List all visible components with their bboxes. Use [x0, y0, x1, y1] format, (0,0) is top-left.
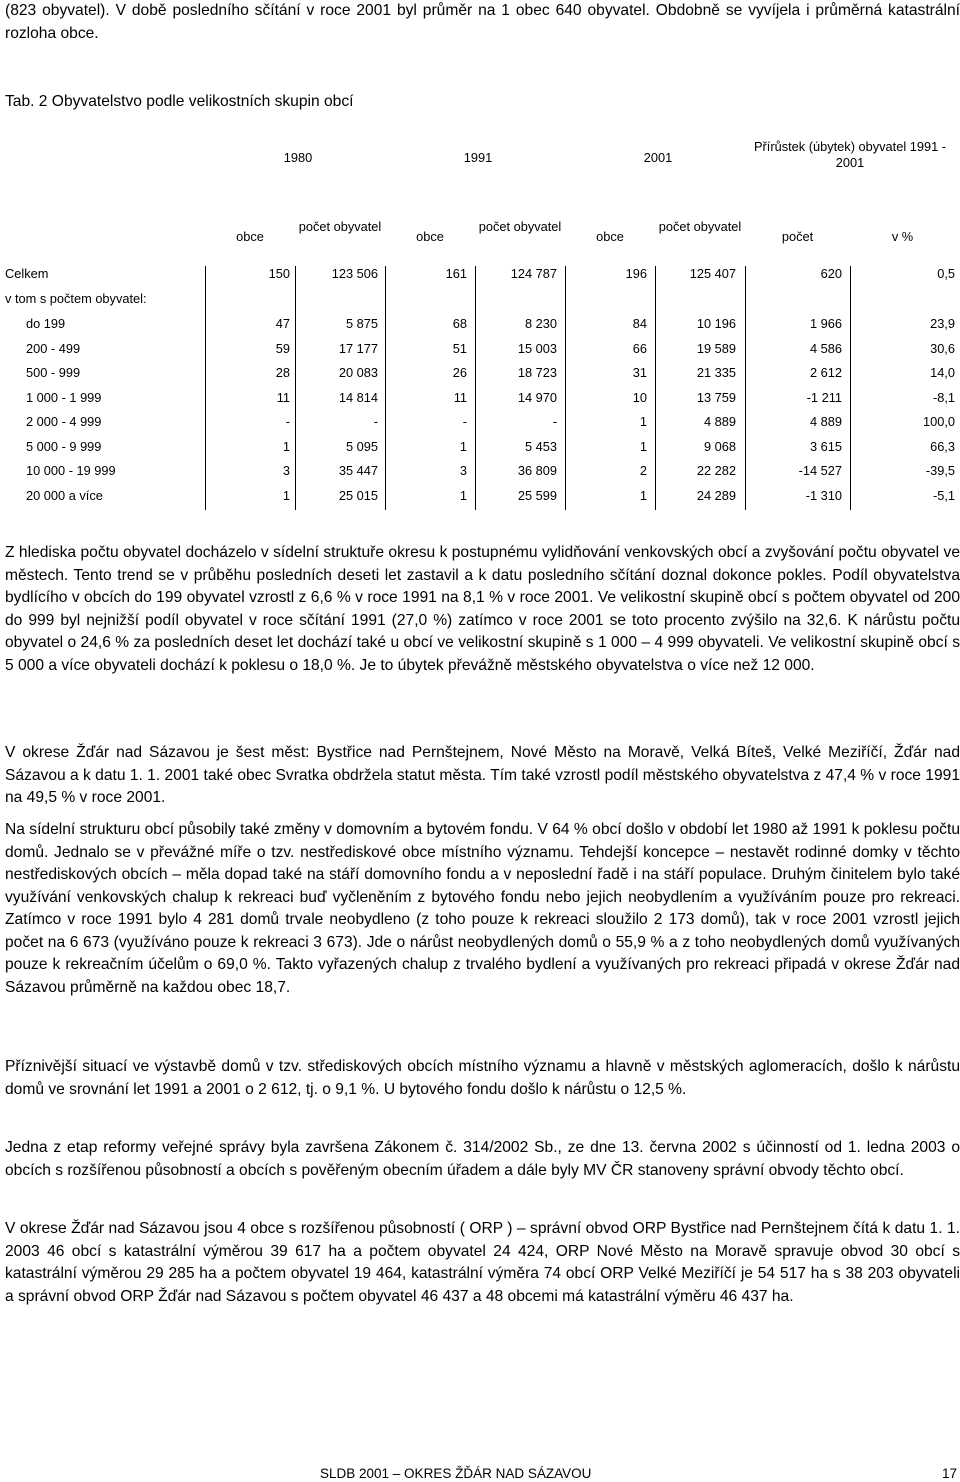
table-column-rule	[745, 266, 746, 510]
row-label: do 199	[26, 316, 66, 331]
intro-paragraph: (823 obyvatel). V době posledního sčítání v roce 2001 byl průměr na 1 obec 640 obyvatel. Obdobně se vyvíjela i průměrná katastrální rozloha obce.	[5, 2, 960, 42]
table-cell: -5,1	[932, 487, 955, 503]
table-cell: -1 211	[806, 389, 842, 405]
paragraph-towns: V okrese Žďár nad Sázavou je šest měst: Bystřice nad Pernštejnem, Nové Město na Moravě, Velká Bíteš, Velké Meziříčí, Žďár nad Sázavou a k datu 1. 1. 2001 také obec Svratka obdržela statut města. Tím také vzrostl podíl městského obyvatelstva z 47,4 % v roce 1991 na 49,5 % v roce 2001.	[5, 744, 960, 806]
year-header: 1980	[283, 150, 313, 165]
table-cell: 8 230	[524, 316, 557, 331]
table-cell: 31	[632, 365, 647, 380]
table-cell: 21 335	[696, 365, 736, 380]
table-cell: 150	[268, 266, 290, 281]
table-cell: 1	[282, 438, 290, 454]
table-cell: 4 889	[703, 414, 736, 429]
table-cell: 11	[276, 389, 290, 405]
table-cell: 84	[632, 316, 647, 331]
table-cell: 3	[282, 463, 290, 478]
table-cell: 14 814	[338, 389, 378, 405]
table-caption: Tab. 2 Obyvatelstvo podle velikostních skupin obcí	[5, 93, 354, 110]
paragraph-reform: Jedna z etap reformy veřejné správy byla završena Zákonem č. 314/2002 Sb., ze dne 13. června 2002 s účinností od 1. ledna 2003 o obcích s rozšířenou působností a obcích s pověřeným obecním úřadem a dále byly MV ČR stanoveny správní obvody těchto obcí.	[5, 1139, 960, 1179]
table-cell: 19 589	[696, 340, 736, 356]
footer-page-number: 17	[942, 1466, 958, 1481]
table-cell: 26	[452, 365, 467, 380]
table-column-rule	[385, 266, 386, 510]
table-cell: 1 966	[809, 316, 842, 331]
col-header-obce: obce	[416, 229, 444, 244]
row-label: 500 - 999	[26, 365, 81, 380]
table-cell: 620	[820, 266, 842, 281]
table-cell: 14,0	[930, 365, 955, 380]
table-cell: 125 407	[689, 266, 736, 281]
table-cell: 124 787	[510, 266, 557, 281]
row-label: 200 - 499	[26, 340, 81, 356]
table-cell: -	[373, 414, 378, 429]
paragraph-settlement-trend: Z hlediska počtu obyvatel docházelo v sídelní struktuře okresu k postupnému vylidňování venkovských obcí a zvyšování počtu obyvatel ve městech. Tento trend se v průběhu posledních deseti let zastavil a k datu posledního sčítání doznal dokonce pokles. Podíl obyvatelstva bydlícího v obcích do 199 obyvatel vzrostl z 6,6 % v roce 1991 na 8,1 % v roce 2001. Ve velikostní skupině obcí s počtem obyvatel od 200 do 999 byl nejnižší podíl obyvatel v roce sčítání 1991 (27,0 %) zatímco v roce 2001 se toto procento zvýšilo na 32,6. K nárůstu počtu obyvatel o 24,6 % za posledních deset let dochází také u obcí ve velikostní skupině s 1 000 – 4 999 obyvateli. Ve velikostní skupině obcí s 5 000 a více obyvateli dochází k poklesu o 18,0 %. Je to úbytek převážně městského obyvatelstva o více než 12 000.	[5, 544, 960, 674]
table-cell: 1	[282, 487, 290, 503]
year-header: 2001	[643, 150, 673, 165]
table-cell: 2	[639, 463, 647, 478]
table-cell: 25 015	[338, 487, 378, 503]
table-cell: -39,5	[925, 463, 955, 478]
table-cell: 3 615	[809, 438, 842, 454]
table-cell: 20 083	[338, 365, 378, 380]
table-cell: 11	[453, 389, 467, 405]
table-column-rule	[850, 266, 851, 510]
year-header: 1991	[463, 150, 493, 165]
table-cell: 66,3	[930, 438, 955, 454]
col-header-pocet-obyvatel: počet obyvatel	[478, 219, 562, 234]
table-column-rule	[205, 266, 206, 510]
table-cell: 0,5	[937, 266, 955, 281]
col-header-pocet-obyvatel: počet obyvatel	[658, 219, 742, 234]
table-cell: 9 068	[703, 438, 736, 454]
table-cell: 13 759	[696, 389, 736, 405]
table-cell: -	[552, 414, 557, 429]
table-cell: 1	[639, 414, 647, 429]
table-cell: 28	[275, 365, 290, 380]
table-cell: 22 282	[696, 463, 736, 478]
table-cell: 1	[639, 487, 647, 503]
table-cell: 17 177	[338, 340, 378, 356]
row-label-total: Celkem	[5, 266, 49, 281]
table-cell: 2 612	[809, 365, 842, 380]
table-cell: 123 506	[331, 266, 378, 281]
table-cell: 1	[459, 438, 467, 454]
table-column-rule	[565, 266, 566, 510]
table-cell: 59	[275, 340, 290, 356]
table-cell: 14 970	[517, 389, 557, 405]
paragraph-housing: Na sídelní strukturu obcí působily také změny v domovním a bytovém fondu. V 64 % obcí došlo v období let 1980 až 1991 k poklesu počtu domů. Jednalo se v převážné míře o tzv. nestřediskové obce místního významu. Tehdejší koncepce – nestavět rodinné domky v těchto nestřediskových obcích – měla dopad také na stáří domovního fondu a v neposlední řadě i na stáří populace. Druhým činitelem bylo také využívání venkovských chalup k rekreaci buď vyčleněním z bytového fondu nebo jejich neobydlením a využíváním pouze pro rekreaci. Zatímco v roce 1991 bylo 4 281 domů trvale neobydleno (z toho pouze k rekreaci sloužilo 2 173 domů), tak v roce 2001 vzrostl jejich počet na 6 673 (využíváno pouze k rekreaci 3 673). Jde o nárůst neobydlených domů o 55,9 % a z toho neobydlených domů využívaných pouze k rekreačním účelům o 69,0 %. Takto vyřazených chalup z trvalého bydlení a využívaných pro rekreaci připadá v okrese Žďár nad Sázavou průměrně na každou obec 18,7.	[5, 821, 960, 996]
table-cell: 51	[452, 340, 467, 356]
table-cell: 30,6	[930, 340, 955, 356]
table-cell: 23,9	[930, 316, 955, 331]
table-cell: -14 527	[798, 463, 842, 478]
table-cell: 25 599	[517, 487, 557, 503]
table-cell: 66	[632, 340, 647, 356]
row-label: 2 000 - 4 999	[26, 414, 102, 429]
col-header-obce: obce	[596, 229, 624, 244]
table-cell: 47	[275, 316, 290, 331]
table-cell: 5 095	[345, 438, 378, 454]
table-cell: 1	[459, 487, 467, 503]
table-cell: -1 310	[805, 487, 842, 503]
table-cell: 35 447	[338, 463, 378, 478]
table-cell: 100,0	[922, 414, 955, 429]
table-cell: -8,1	[932, 389, 955, 405]
col-header-pocet: počet	[781, 229, 814, 244]
table-cell: 196	[625, 266, 647, 281]
table-cell: 10 196	[696, 316, 736, 331]
paragraph-orp: V okrese Žďár nad Sázavou jsou 4 obce s rozšířenou působností ( ORP ) – správní obvod ORP Bystřice nad Pernštejnem čítá k datu 1. 1. 2003 46 obcí s katastrální výměrou 39 617 ha a počtem obyvatel 24 424, ORP Nové Město na Moravě spravuje obvod 30 obcí s katastrální výměrou 29 285 ha a počtem obyvatel 19 464, katastrální výměra 74 obcí ORP Velké Meziříčí je 54 517 ha s 38 203 obyvateli a správní obvod ORP Žďár nad Sázavou s počtem obyvatel 46 437 a 48 obcemi má katastrální výměru 46 437 ha.	[5, 1220, 960, 1305]
col-header-obce: obce	[236, 229, 264, 244]
group-label: v tom s počtem obyvatel:	[5, 291, 147, 306]
table-cell: 161	[445, 266, 467, 281]
table-cell: -	[285, 414, 290, 429]
table-cell: 18 723	[517, 365, 557, 380]
table-cell: 10	[632, 389, 647, 405]
table-cell: 15 003	[517, 340, 557, 356]
growth-header: Přírůstek (úbytek) obyvatel 1991 - 2001	[753, 139, 947, 170]
table-cell: -	[462, 414, 467, 429]
col-header-pocet-obyvatel: počet obyvatel	[298, 219, 382, 234]
table-cell: 68	[452, 316, 467, 331]
table-cell: 5 453	[524, 438, 557, 454]
table-cell: 5 875	[345, 316, 378, 331]
table-cell: 1	[639, 438, 647, 454]
row-label: 5 000 - 9 999	[26, 438, 102, 454]
row-label: 20 000 a více	[26, 487, 103, 503]
table-column-rule	[475, 266, 476, 510]
row-label: 10 000 - 19 999	[26, 463, 116, 478]
footer-title: SLDB 2001 – OKRES ŽĎÁR NAD SÁZAVOU	[320, 1466, 592, 1481]
page-footer	[0, 1466, 960, 1482]
population-table	[5, 125, 960, 510]
table-cell: 4 586	[809, 340, 842, 356]
col-header-v-procentech: v %	[891, 229, 914, 244]
table-cell: 3	[459, 463, 467, 478]
row-label: 1 000 - 1 999	[26, 389, 102, 405]
table-cell: 4 889	[809, 414, 842, 429]
table-cell: 24 289	[696, 487, 736, 503]
table-cell: 36 809	[517, 463, 557, 478]
table-column-rule	[295, 266, 296, 510]
paragraph-construction: Příznivější situací ve výstavbě domů v tzv. střediskových obcích místního významu a hlavně v městských aglomeracích, došlo k nárůstu domů ve srovnání let 1991 a 2001 o 2 612, tj. o 9,1 %. U bytového fondu došlo k nárůstu o 12,5 %.	[5, 1058, 960, 1098]
